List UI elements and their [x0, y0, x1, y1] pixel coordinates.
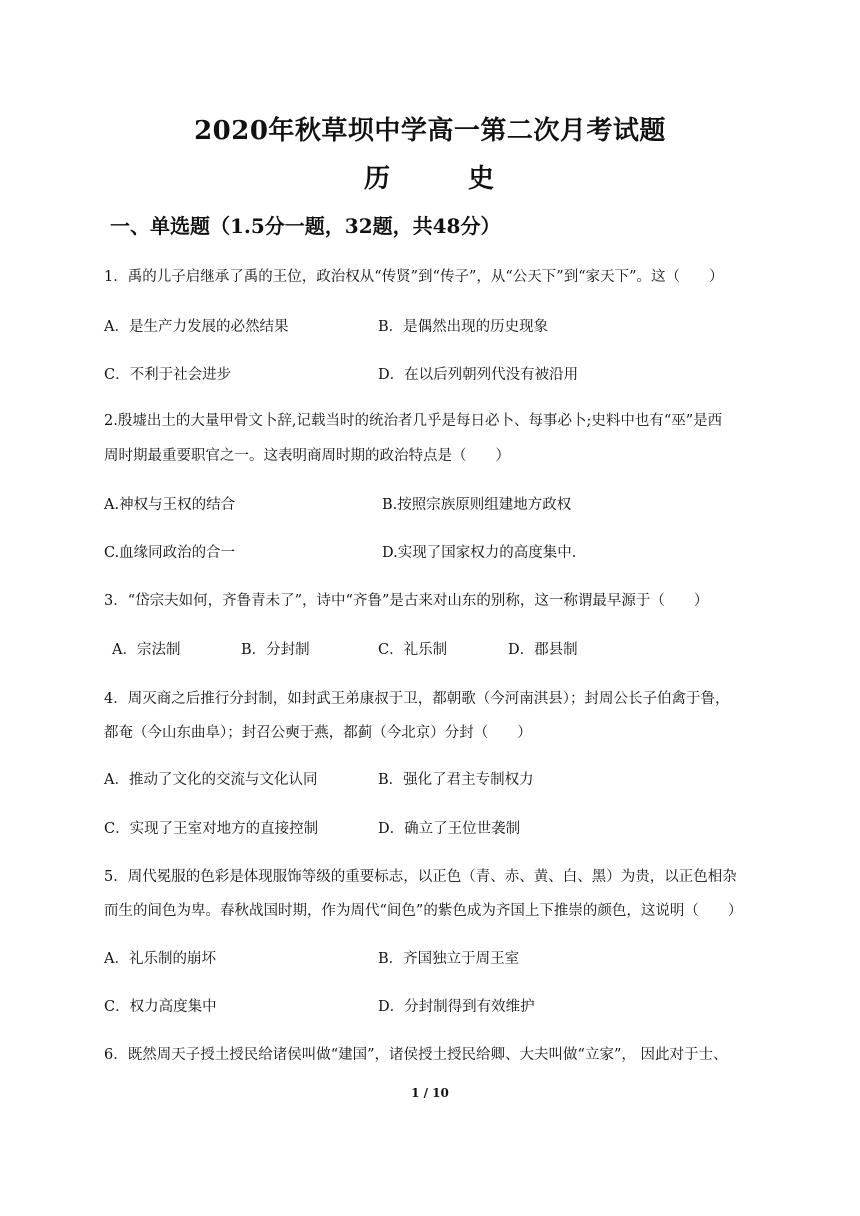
question-3-option-b: B．分封制 [241, 642, 310, 658]
question-2-option-a: A.神权与王权的结合 [104, 497, 236, 513]
subject-char-1: 历 [364, 164, 391, 194]
question-2-stem-line-2: 周时期最重要职官之一。这表明商周时期的政治特点是（ ） [104, 448, 510, 464]
question-2-option-b: B.按照宗族原则组建地方政权 [382, 497, 572, 513]
page-number: 1 / 10 [411, 1086, 449, 1100]
question-4-stem-line-1: 4．周灭商之后推行分封制，如封武王弟康叔于卫，都朝歌（今河南淇县）；封周公长子伯禽于鲁， [104, 691, 730, 707]
question-5-option-a: A．礼乐制的崩坏 [104, 951, 216, 967]
question-5-option-c: C．权力高度集中 [104, 999, 217, 1015]
subject-heading [0, 158, 860, 192]
subject-char-2: 史 [468, 164, 495, 194]
question-3-option-c: C．礼乐制 [378, 642, 448, 658]
question-1-option-d: D．在以后列朝列代没有被沿用 [378, 367, 579, 383]
question-5-stem-line-1: 5．周代冕服的色彩是体现服饰等级的重要标志，以正色（青、赤、黄、白、黑）为贵，以正色相杂 [104, 869, 737, 885]
question-4-option-c: C．实现了王室对地方的直接控制 [104, 821, 319, 837]
question-5-option-b: B．齐国独立于周王室 [378, 951, 520, 967]
question-1-stem: 1．禹的儿子启继承了禹的王位，政治权从“传贤”到“传子”，从“公天下”到“家天下”。这（ ） [104, 269, 724, 285]
question-6-stem-line-1: 6．既然周天子授土授民给诸侯叫做“建国”，诸侯授土授民给卿、大夫叫做“立家”， 因此对于士、 [104, 1047, 728, 1063]
question-2-option-c: C.血缘同政治的合一 [104, 545, 236, 561]
section-heading: 一、单选题（1.5分一题，32题，共48分） [110, 214, 501, 238]
question-4-option-b: B．强化了君主专制权力 [378, 772, 534, 788]
question-1-option-b: B．是偶然出现的历史现象 [378, 319, 549, 335]
question-5-stem-line-2: 而生的间色为卑。春秋战国时期，作为周代“间色”的紫色成为齐国上下推崇的颜色，这说明（ ） [104, 903, 743, 919]
question-4-stem-line-2: 都奄（今山东曲阜）；封召公奭于燕，都蓟（今北京）分封（ ） [104, 725, 532, 741]
exam-title: 2020年秋草坝中学高一第二次月考试题 [194, 116, 666, 146]
question-2-stem-line-1: 2.殷墟出土的大量甲骨文卜辞,记载当时的统治者几乎是每日必卜、每事必卜;史料中也有“巫”是西 [104, 413, 723, 429]
question-2-option-d: D.实现了国家权力的高度集中. [382, 545, 577, 561]
question-3-option-d: D．郡县制 [508, 642, 578, 658]
question-3-option-a: A．宗法制 [112, 642, 181, 658]
question-4-option-a: A．推动了文化的交流与文化认同 [104, 772, 318, 788]
question-4-option-d: D．确立了王位世袭制 [378, 821, 521, 837]
question-5-option-d: D．分封制得到有效维护 [378, 999, 535, 1015]
question-1-option-c: C．不利于社会进步 [104, 367, 232, 383]
question-1-option-a: A．是生产力发展的必然结果 [104, 319, 289, 335]
question-3-stem: 3．“岱宗夫如何，齐鲁青未了”，诗中“齐鲁”是古来对山东的别称，这一称谓最早源于（ ） [104, 593, 709, 609]
